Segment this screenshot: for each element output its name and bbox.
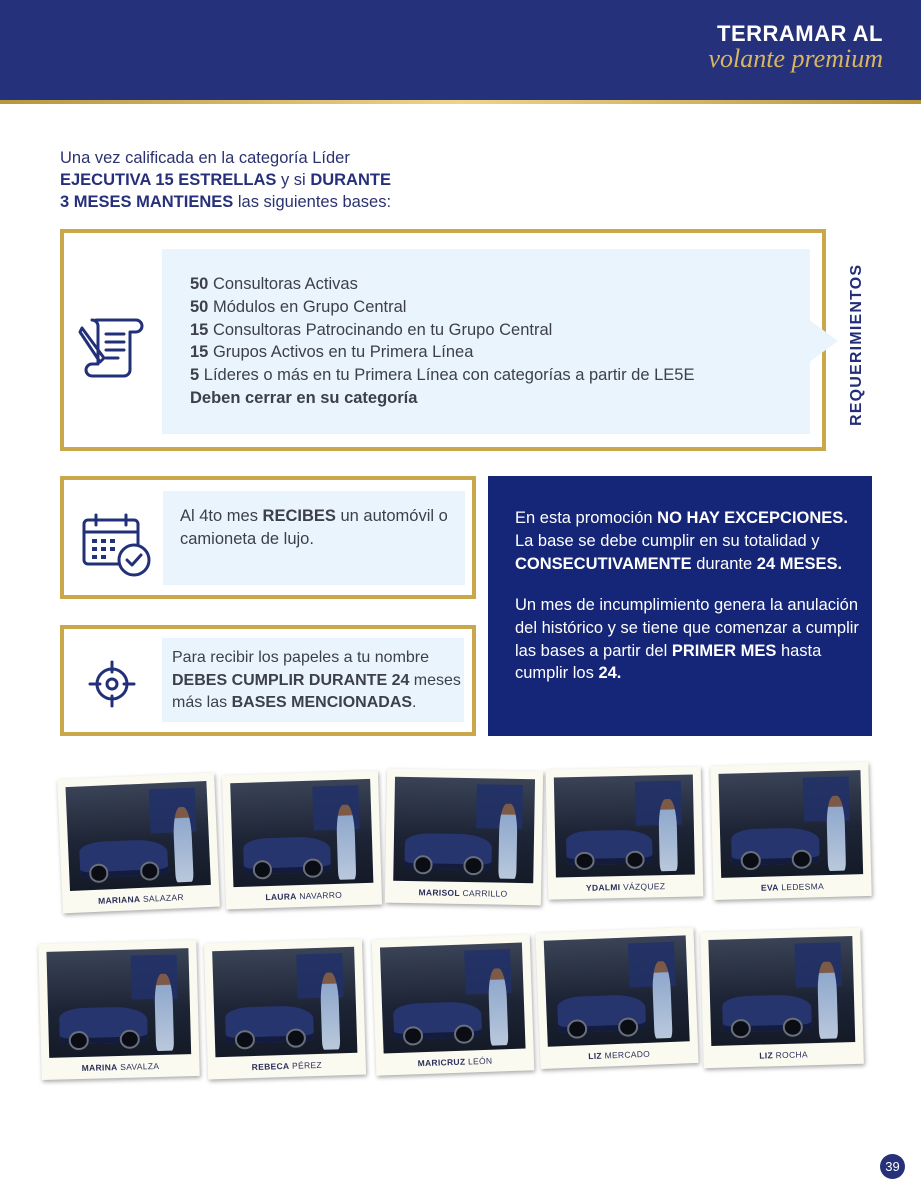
photo-card xyxy=(700,928,864,1068)
notice-bold: 24 MESES. xyxy=(756,554,843,573)
notice-text: La base se debe cumplir en su totalidad y xyxy=(515,531,820,550)
requirement-text: Consultoras Patrocinando en tu Grupo Central xyxy=(208,320,553,339)
requirements-side-label: REQUERIMIENTOS xyxy=(848,263,865,426)
photo-card xyxy=(546,766,704,899)
photo-card xyxy=(38,940,200,1080)
caption-last-name: LEÓN xyxy=(465,1055,493,1067)
papers-text xyxy=(172,647,467,715)
requirement-number: 50 xyxy=(190,297,209,316)
winner-car-photo xyxy=(544,935,690,1046)
caption-first-name: MARINA xyxy=(81,1062,118,1073)
caption-first-name: REBECA xyxy=(251,1060,290,1073)
photo-caption xyxy=(49,1054,192,1080)
requirement-number: 5 xyxy=(190,366,200,385)
target-icon xyxy=(88,660,136,708)
requirement-text: Módulos en Grupo Central xyxy=(208,297,407,316)
caption-first-name: EVA xyxy=(760,882,779,893)
notice-bold: 24. xyxy=(598,664,622,683)
photo-card xyxy=(385,769,543,906)
winner-car-photo xyxy=(212,947,357,1057)
winner-car-photo xyxy=(718,770,863,878)
requirements-arrow xyxy=(808,319,838,363)
requirement-number: 15 xyxy=(190,343,209,362)
caption-first-name: MARICRUZ xyxy=(417,1056,466,1069)
photo-card xyxy=(57,773,220,914)
papers-text-part: Para recibir los papeles a tu nombre xyxy=(172,649,430,666)
caption-last-name: MERCADO xyxy=(601,1048,651,1061)
requirement-number: 50 xyxy=(190,275,209,293)
requirement-text: Consultoras Activas xyxy=(208,275,358,293)
papers-text-bold: BASES MENCIONADAS xyxy=(231,694,413,711)
winner-car-photo xyxy=(380,943,526,1054)
winner-car-photo xyxy=(46,948,191,1058)
winner-car-photo xyxy=(708,936,855,1046)
brand-main: TERRAMAR AL xyxy=(717,21,883,46)
calendar-check-icon xyxy=(80,512,152,578)
winner-car-photo xyxy=(554,775,695,878)
intro-text: y si xyxy=(276,171,311,189)
notice-text: hasta cumplir los xyxy=(515,641,822,683)
caption-last-name: NAVARRO xyxy=(296,889,343,902)
winner-car-photo xyxy=(230,779,373,887)
requirement-number: 15 xyxy=(190,320,209,339)
car-text-bold: RECIBES xyxy=(262,507,336,525)
requirement-item xyxy=(190,273,694,296)
requirement-closing xyxy=(190,387,694,410)
caption-first-name: MARISOL xyxy=(418,887,460,898)
intro-text: las siguientes bases: xyxy=(233,193,392,211)
photo-caption xyxy=(556,875,695,900)
car-text-part: un automóvil o camioneta de lujo. xyxy=(180,507,448,548)
car-text-part: Al 4to mes xyxy=(180,507,263,525)
intro-paragraph xyxy=(60,147,460,213)
notice-text: En esta promoción xyxy=(515,509,658,527)
requirement-item xyxy=(190,296,694,319)
photo-card xyxy=(372,934,535,1075)
photo-caption xyxy=(393,881,533,905)
brand-title xyxy=(709,22,884,72)
papers-text-part: . xyxy=(412,694,417,711)
notice-bold: CONSECUTIVAMENTE xyxy=(515,554,692,573)
caption-first-name: MARIANA xyxy=(97,893,141,906)
notice-bold: PRIMER MES xyxy=(671,641,777,660)
caption-last-name: SALAZAR xyxy=(140,892,184,904)
notice-paragraph-2 xyxy=(515,594,860,685)
photo-card xyxy=(710,762,871,900)
notice-paragraph-1 xyxy=(515,507,860,575)
photo-caption xyxy=(233,883,374,909)
requirement-item xyxy=(190,341,694,364)
caption-last-name: SAVALZA xyxy=(117,1060,160,1073)
caption-first-name: LAURA xyxy=(265,891,297,903)
papers-text-bold: DEBES CUMPLIR DURANTE 24 xyxy=(172,671,410,689)
photo-card xyxy=(535,927,698,1069)
requirement-closing-text: Deben cerrar en su categoría xyxy=(190,388,418,407)
caption-last-name: VÁZQUEZ xyxy=(620,881,666,893)
winner-car-photo xyxy=(65,781,210,891)
photo-caption xyxy=(721,874,864,900)
caption-last-name: LEDESMA xyxy=(778,881,825,893)
caption-first-name: LIZ xyxy=(759,1050,774,1061)
requirement-text: Líderes o más en tu Primera Línea con categorías a partir de LE5E xyxy=(199,366,695,385)
caption-first-name: YDALMI xyxy=(585,882,621,893)
intro-bold: EJECUTIVA 15 ESTRELLAS xyxy=(60,171,277,189)
photo-card xyxy=(204,939,366,1080)
page-number: 39 xyxy=(880,1154,905,1179)
intro-bold: DURANTE xyxy=(310,171,391,189)
caption-last-name: ROCHA xyxy=(772,1049,808,1061)
intro-text: Una vez calificada en la categoría Líder xyxy=(60,149,350,167)
notice-text: durante xyxy=(691,554,757,573)
intro-bold: 3 MESES MANTIENES xyxy=(60,193,234,211)
photo-card xyxy=(222,771,382,910)
requirement-text: Grupos Activos en tu Primera Línea xyxy=(208,343,474,362)
requirements-list xyxy=(190,273,694,410)
document-scroll-icon xyxy=(78,314,148,378)
photo-caption xyxy=(215,1053,358,1079)
papers-text-part: meses más las xyxy=(172,671,461,711)
photo-caption xyxy=(711,1042,856,1068)
caption-last-name: CARRILLO xyxy=(459,887,508,899)
brand-subtitle: volante premium xyxy=(708,44,883,73)
notice-bold: NO HAY EXCEPCIONES. xyxy=(657,509,848,527)
requirement-item xyxy=(190,364,694,387)
requirement-item xyxy=(190,319,694,342)
winner-car-photo xyxy=(393,777,535,883)
caption-first-name: LIZ xyxy=(588,1050,603,1062)
caption-last-name: PÉREZ xyxy=(289,1059,323,1071)
notice-text: Un mes de incumplimiento genera la anulación del histórico y se tiene que comenzar a cumplir las bases a partir del xyxy=(515,596,859,660)
car-text xyxy=(180,505,460,551)
header-gold-line xyxy=(0,100,921,104)
